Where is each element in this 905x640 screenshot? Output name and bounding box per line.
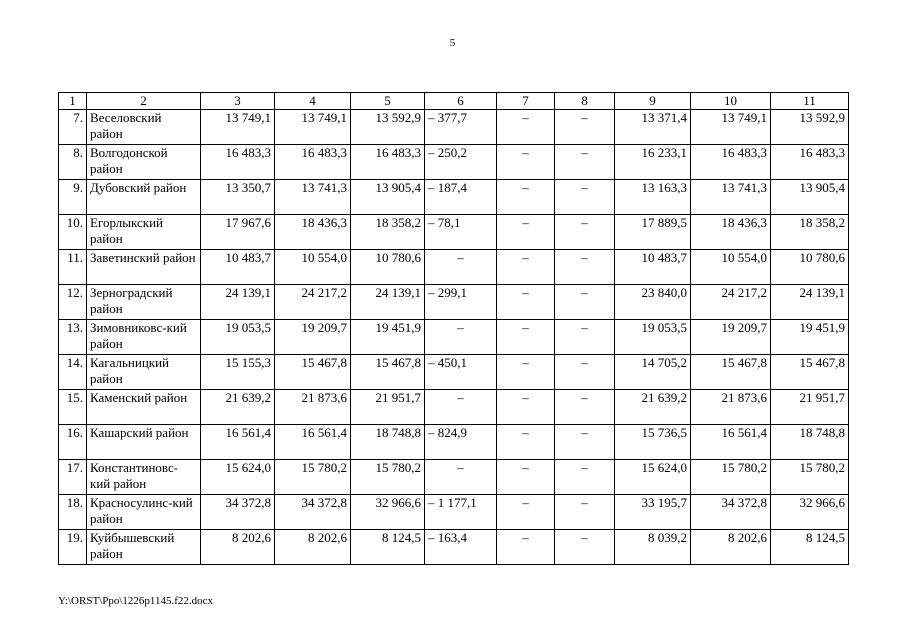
value-cell-10: 21 873,6 xyxy=(691,390,771,425)
value-cell-10: 16 561,4 xyxy=(691,425,771,460)
value-cell-8: – xyxy=(555,460,615,495)
value-cell-4: 16 561,4 xyxy=(275,425,351,460)
value-cell-7: – xyxy=(497,320,555,355)
value-cell-6: – xyxy=(425,390,497,425)
value-cell-9: 13 163,3 xyxy=(615,180,691,215)
value-cell-6: – xyxy=(425,320,497,355)
value-cell-5: 19 451,9 xyxy=(351,320,425,355)
row-number-cell: 16. xyxy=(59,425,87,460)
table-row xyxy=(59,180,849,215)
table-row xyxy=(59,460,849,495)
value-cell-11: 24 139,1 xyxy=(771,285,849,320)
table-row xyxy=(59,215,849,250)
column-header-2: 2 xyxy=(87,93,201,110)
value-cell-11: 21 951,7 xyxy=(771,390,849,425)
value-cell-9: 21 639,2 xyxy=(615,390,691,425)
value-cell-9: 15 624,0 xyxy=(615,460,691,495)
value-cell-3: 15 624,0 xyxy=(201,460,275,495)
value-cell-11: 16 483,3 xyxy=(771,145,849,180)
value-cell-4: 34 372,8 xyxy=(275,495,351,530)
table-row xyxy=(59,110,849,145)
column-header-1: 1 xyxy=(59,93,87,110)
value-cell-9: 10 483,7 xyxy=(615,250,691,285)
value-cell-3: 15 155,3 xyxy=(201,355,275,390)
value-cell-10: 8 202,6 xyxy=(691,530,771,565)
table-row xyxy=(59,285,849,320)
district-name-cell: Веселовский район xyxy=(87,110,201,145)
value-cell-5: 24 139,1 xyxy=(351,285,425,320)
row-number-cell: 14. xyxy=(59,355,87,390)
value-cell-3: 24 139,1 xyxy=(201,285,275,320)
value-cell-4: 18 436,3 xyxy=(275,215,351,250)
value-cell-4: 15 780,2 xyxy=(275,460,351,495)
district-name-cell: Дубовский район xyxy=(87,180,201,215)
value-cell-10: 18 436,3 xyxy=(691,215,771,250)
value-cell-8: – xyxy=(555,530,615,565)
value-cell-3: 13 749,1 xyxy=(201,110,275,145)
table-row xyxy=(59,425,849,460)
value-cell-9: 33 195,7 xyxy=(615,495,691,530)
value-cell-10: 15 780,2 xyxy=(691,460,771,495)
value-cell-8: – xyxy=(555,110,615,145)
column-header-9: 9 xyxy=(615,93,691,110)
value-cell-6: – 450,1 xyxy=(425,355,497,390)
table-row xyxy=(59,320,849,355)
value-cell-3: 10 483,7 xyxy=(201,250,275,285)
column-header-10: 10 xyxy=(691,93,771,110)
value-cell-5: 15 780,2 xyxy=(351,460,425,495)
value-cell-5: 15 467,8 xyxy=(351,355,425,390)
value-cell-7: – xyxy=(497,425,555,460)
value-cell-4: 19 209,7 xyxy=(275,320,351,355)
column-header-3: 3 xyxy=(201,93,275,110)
value-cell-9: 13 371,4 xyxy=(615,110,691,145)
value-cell-7: – xyxy=(497,250,555,285)
row-number-cell: 7. xyxy=(59,110,87,145)
value-cell-11: 32 966,6 xyxy=(771,495,849,530)
district-name-cell: Кагальницкий район xyxy=(87,355,201,390)
value-cell-5: 13 592,9 xyxy=(351,110,425,145)
value-cell-4: 15 467,8 xyxy=(275,355,351,390)
value-cell-5: 16 483,3 xyxy=(351,145,425,180)
value-cell-7: – xyxy=(497,285,555,320)
column-header-6: 6 xyxy=(425,93,497,110)
value-cell-5: 32 966,6 xyxy=(351,495,425,530)
header-row xyxy=(59,93,849,110)
row-number-cell: 18. xyxy=(59,495,87,530)
value-cell-7: – xyxy=(497,180,555,215)
value-cell-6: – 299,1 xyxy=(425,285,497,320)
district-name-cell: Егорлыкский район xyxy=(87,215,201,250)
district-name-cell: Зимовниковс-кий район xyxy=(87,320,201,355)
value-cell-7: – xyxy=(497,530,555,565)
value-cell-8: – xyxy=(555,320,615,355)
value-cell-4: 24 217,2 xyxy=(275,285,351,320)
column-header-11: 11 xyxy=(771,93,849,110)
row-number-cell: 10. xyxy=(59,215,87,250)
value-cell-6: – 78,1 xyxy=(425,215,497,250)
value-cell-9: 16 233,1 xyxy=(615,145,691,180)
value-cell-8: – xyxy=(555,250,615,285)
value-cell-6: – 250,2 xyxy=(425,145,497,180)
district-name-cell: Каменский район xyxy=(87,390,201,425)
value-cell-8: – xyxy=(555,285,615,320)
table-row xyxy=(59,390,849,425)
value-cell-4: 10 554,0 xyxy=(275,250,351,285)
value-cell-8: – xyxy=(555,390,615,425)
row-number-cell: 13. xyxy=(59,320,87,355)
value-cell-11: 18 748,8 xyxy=(771,425,849,460)
value-cell-5: 13 905,4 xyxy=(351,180,425,215)
district-name-cell: Куйбышевский район xyxy=(87,530,201,565)
value-cell-11: 15 467,8 xyxy=(771,355,849,390)
value-cell-5: 18 358,2 xyxy=(351,215,425,250)
value-cell-3: 21 639,2 xyxy=(201,390,275,425)
value-cell-4: 16 483,3 xyxy=(275,145,351,180)
column-header-4: 4 xyxy=(275,93,351,110)
row-number-cell: 15. xyxy=(59,390,87,425)
district-name-cell: Волгодонской район xyxy=(87,145,201,180)
row-number-cell: 19. xyxy=(59,530,87,565)
value-cell-5: 10 780,6 xyxy=(351,250,425,285)
value-cell-6: – 163,4 xyxy=(425,530,497,565)
value-cell-9: 23 840,0 xyxy=(615,285,691,320)
value-cell-8: – xyxy=(555,495,615,530)
value-cell-9: 19 053,5 xyxy=(615,320,691,355)
value-cell-7: – xyxy=(497,215,555,250)
value-cell-3: 13 350,7 xyxy=(201,180,275,215)
value-cell-11: 13 905,4 xyxy=(771,180,849,215)
value-cell-5: 21 951,7 xyxy=(351,390,425,425)
value-cell-6: – xyxy=(425,250,497,285)
table-row xyxy=(59,495,849,530)
value-cell-11: 15 780,2 xyxy=(771,460,849,495)
district-name-cell: Красносулинс-кий район xyxy=(87,495,201,530)
value-cell-6: – xyxy=(425,460,497,495)
value-cell-10: 13 741,3 xyxy=(691,180,771,215)
value-cell-7: – xyxy=(497,390,555,425)
value-cell-8: – xyxy=(555,180,615,215)
value-cell-10: 16 483,3 xyxy=(691,145,771,180)
value-cell-4: 21 873,6 xyxy=(275,390,351,425)
value-cell-3: 16 483,3 xyxy=(201,145,275,180)
row-number-cell: 11. xyxy=(59,250,87,285)
value-cell-8: – xyxy=(555,355,615,390)
value-cell-4: 8 202,6 xyxy=(275,530,351,565)
value-cell-8: – xyxy=(555,215,615,250)
table-row xyxy=(59,145,849,180)
value-cell-11: 8 124,5 xyxy=(771,530,849,565)
value-cell-6: – 824,9 xyxy=(425,425,497,460)
value-cell-9: 17 889,5 xyxy=(615,215,691,250)
table-row xyxy=(59,355,849,390)
value-cell-4: 13 741,3 xyxy=(275,180,351,215)
value-cell-11: 13 592,9 xyxy=(771,110,849,145)
value-cell-11: 10 780,6 xyxy=(771,250,849,285)
value-cell-3: 34 372,8 xyxy=(201,495,275,530)
value-cell-8: – xyxy=(555,145,615,180)
value-cell-7: – xyxy=(497,355,555,390)
district-name-cell: Константиновс-кий район xyxy=(87,460,201,495)
row-number-cell: 17. xyxy=(59,460,87,495)
value-cell-4: 13 749,1 xyxy=(275,110,351,145)
value-cell-5: 8 124,5 xyxy=(351,530,425,565)
value-cell-7: – xyxy=(497,110,555,145)
row-number-cell: 9. xyxy=(59,180,87,215)
value-cell-7: – xyxy=(497,495,555,530)
value-cell-9: 15 736,5 xyxy=(615,425,691,460)
value-cell-10: 13 749,1 xyxy=(691,110,771,145)
value-cell-10: 10 554,0 xyxy=(691,250,771,285)
column-header-8: 8 xyxy=(555,93,615,110)
value-cell-6: – 377,7 xyxy=(425,110,497,145)
row-number-cell: 8. xyxy=(59,145,87,180)
data-table xyxy=(58,92,849,565)
value-cell-10: 19 209,7 xyxy=(691,320,771,355)
value-cell-9: 14 705,2 xyxy=(615,355,691,390)
value-cell-11: 19 451,9 xyxy=(771,320,849,355)
value-cell-10: 34 372,8 xyxy=(691,495,771,530)
value-cell-3: 8 202,6 xyxy=(201,530,275,565)
district-name-cell: Кашарский район xyxy=(87,425,201,460)
table-row xyxy=(59,250,849,285)
value-cell-7: – xyxy=(497,460,555,495)
page-number: 5 xyxy=(449,37,456,49)
value-cell-5: 18 748,8 xyxy=(351,425,425,460)
table-row xyxy=(59,530,849,565)
value-cell-8: – xyxy=(555,425,615,460)
value-cell-3: 17 967,6 xyxy=(201,215,275,250)
value-cell-9: 8 039,2 xyxy=(615,530,691,565)
value-cell-7: – xyxy=(497,145,555,180)
value-cell-6: – 1 177,1 xyxy=(425,495,497,530)
value-cell-3: 16 561,4 xyxy=(201,425,275,460)
column-header-7: 7 xyxy=(497,93,555,110)
value-cell-3: 19 053,5 xyxy=(201,320,275,355)
value-cell-11: 18 358,2 xyxy=(771,215,849,250)
district-name-cell: Заветинский район xyxy=(87,250,201,285)
district-name-cell: Зерноградский район xyxy=(87,285,201,320)
row-number-cell: 12. xyxy=(59,285,87,320)
value-cell-10: 24 217,2 xyxy=(691,285,771,320)
column-header-5: 5 xyxy=(351,93,425,110)
value-cell-10: 15 467,8 xyxy=(691,355,771,390)
value-cell-6: – 187,4 xyxy=(425,180,497,215)
file-path-footer: Y:\ORST\Ppo\1226p1145.f22.docx xyxy=(58,595,214,607)
